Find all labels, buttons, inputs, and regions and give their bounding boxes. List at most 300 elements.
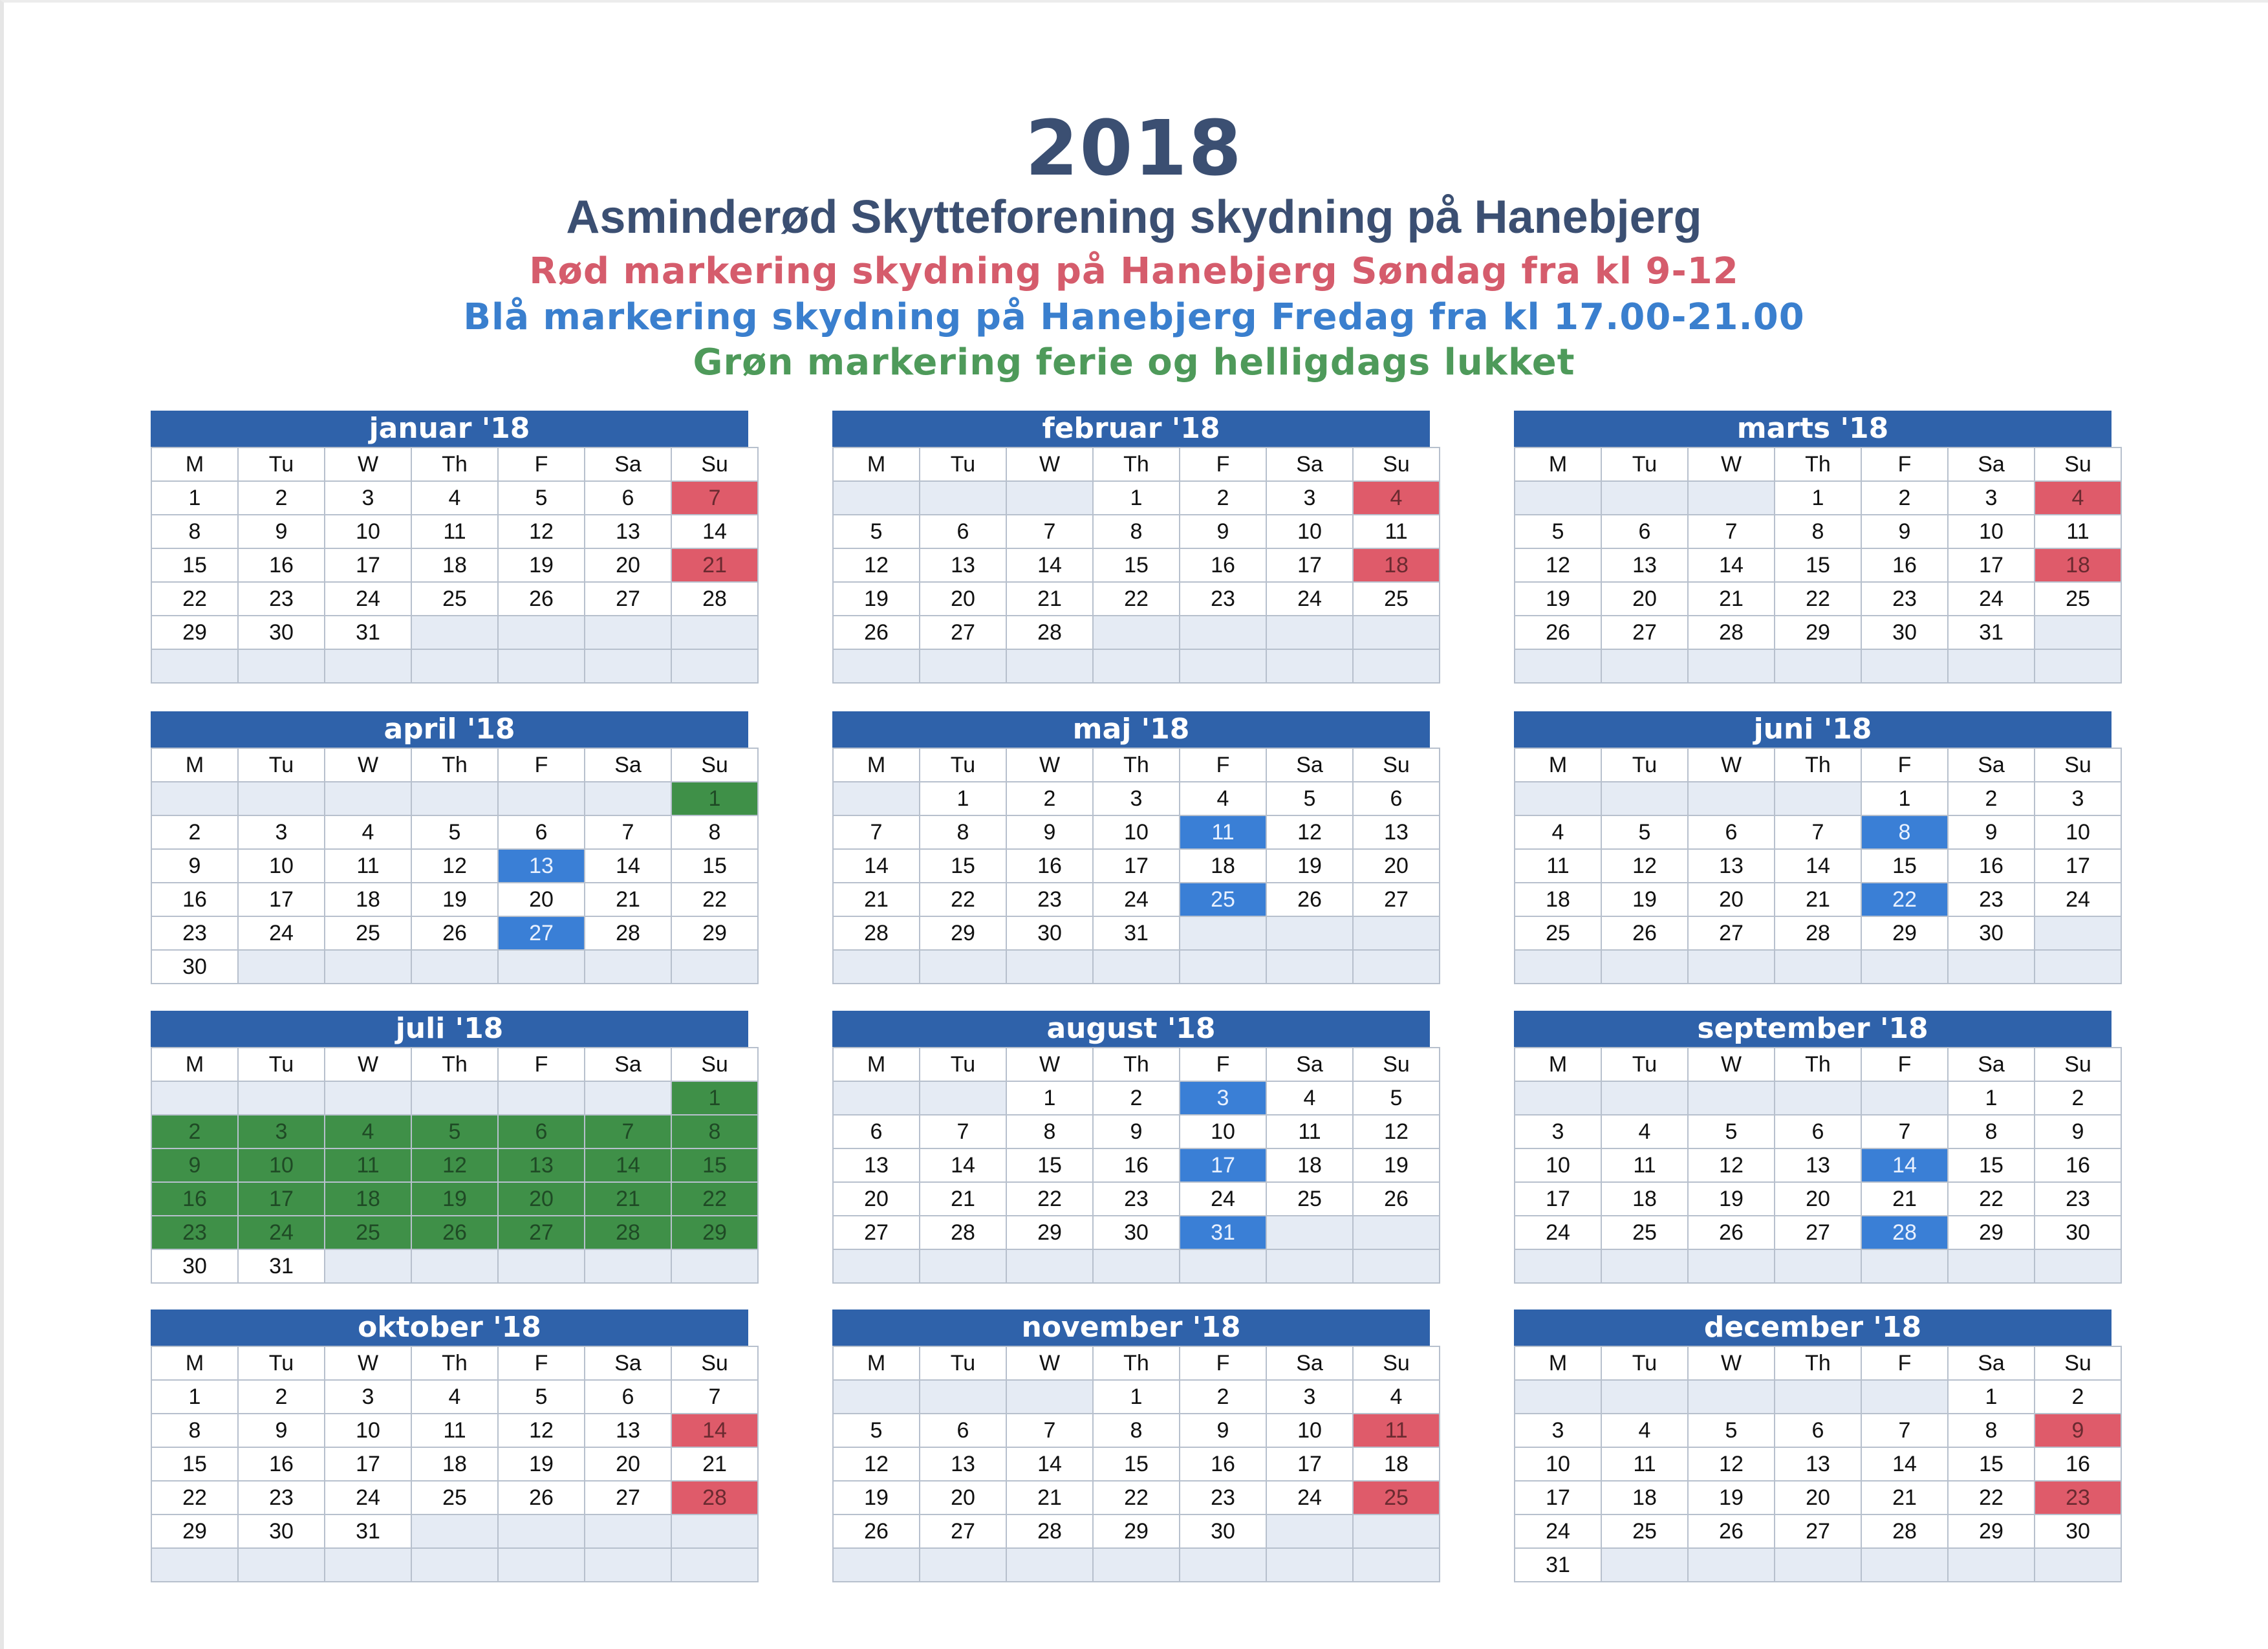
day-cell: 14	[1861, 1148, 1948, 1182]
day-cell: 26	[498, 582, 585, 616]
weekday-header: W	[1006, 1048, 1093, 1081]
week-row	[833, 1216, 1440, 1249]
day-cell: 16	[1948, 849, 2035, 883]
week-row	[1515, 1081, 2121, 1115]
empty-cell	[151, 1548, 238, 1582]
weekday-header: W	[325, 1048, 411, 1081]
day-cell: 13	[1775, 1148, 1861, 1182]
day-cell: 20	[833, 1182, 920, 1216]
empty-cell	[1006, 481, 1093, 515]
empty-cell	[1775, 782, 1861, 815]
day-cell: 12	[1688, 1148, 1775, 1182]
day-cell: 26	[1688, 1216, 1775, 1249]
week-row	[1515, 616, 2121, 649]
day-cell: 15	[1861, 849, 1948, 883]
weekday-header: Sa	[1266, 748, 1353, 782]
empty-cell	[833, 649, 920, 683]
day-cell: 14	[920, 1148, 1006, 1182]
day-cell: 19	[411, 1182, 498, 1216]
day-cell: 30	[238, 616, 325, 649]
day-cell: 2	[1180, 481, 1266, 515]
week-row	[151, 849, 758, 883]
day-cell: 29	[151, 1514, 238, 1548]
weekday-header: M	[1515, 1048, 1601, 1081]
day-cell: 27	[585, 1481, 671, 1514]
weekday-header: M	[1515, 748, 1601, 782]
empty-cell	[498, 1081, 585, 1115]
day-cell: 5	[498, 481, 585, 515]
weekday-header: Tu	[920, 1346, 1006, 1380]
weekday-header: Su	[2035, 748, 2121, 782]
day-cell: 1	[1006, 1081, 1093, 1115]
empty-cell	[920, 1548, 1006, 1582]
week-row	[151, 1081, 758, 1115]
day-cell: 12	[411, 849, 498, 883]
month-table	[1514, 1047, 2122, 1284]
day-cell: 7	[920, 1115, 1006, 1148]
weekday-header: Th	[411, 1346, 498, 1380]
day-cell: 18	[1353, 548, 1440, 582]
week-row	[1515, 1548, 2121, 1582]
legend-green: Grøn markering ferie og helligdags lukket	[693, 341, 1575, 383]
empty-cell	[1601, 1249, 1688, 1283]
empty-cell	[1775, 1081, 1861, 1115]
day-cell: 30	[1861, 616, 1948, 649]
week-row	[833, 1115, 1440, 1148]
day-cell: 28	[671, 582, 758, 616]
empty-cell	[1353, 1249, 1440, 1283]
day-cell: 17	[325, 1447, 411, 1481]
month-calendar	[832, 1310, 1430, 1582]
weekday-header: Th	[1775, 447, 1861, 481]
day-cell: 27	[585, 582, 671, 616]
day-cell: 28	[1861, 1216, 1948, 1249]
day-cell: 13	[585, 515, 671, 548]
day-cell: 5	[1266, 782, 1353, 815]
day-cell: 10	[1093, 815, 1180, 849]
day-cell: 8	[1093, 1414, 1180, 1447]
empty-cell	[2035, 916, 2121, 950]
day-cell: 28	[920, 1216, 1006, 1249]
empty-cell	[1861, 649, 1948, 683]
day-cell: 26	[1266, 883, 1353, 916]
day-cell: 27	[1601, 616, 1688, 649]
empty-cell	[2035, 950, 2121, 984]
day-cell: 31	[325, 616, 411, 649]
day-cell: 13	[1601, 548, 1688, 582]
weekday-header: F	[1180, 748, 1266, 782]
day-cell: 28	[671, 1481, 758, 1514]
day-cell: 27	[498, 916, 585, 950]
empty-cell	[1353, 916, 1440, 950]
day-cell: 19	[1266, 849, 1353, 883]
day-cell: 5	[1353, 1081, 1440, 1115]
day-cell: 22	[1948, 1481, 2035, 1514]
day-cell: 21	[1861, 1182, 1948, 1216]
day-cell: 3	[1093, 782, 1180, 815]
day-cell: 10	[1180, 1115, 1266, 1148]
day-cell: 29	[1775, 616, 1861, 649]
week-row	[151, 548, 758, 582]
empty-cell	[920, 1380, 1006, 1414]
empty-cell	[238, 782, 325, 815]
day-cell: 8	[1006, 1115, 1093, 1148]
day-cell: 8	[1948, 1115, 2035, 1148]
month-title: april '18	[151, 711, 748, 748]
day-cell: 26	[1688, 1514, 1775, 1548]
day-cell: 30	[2035, 1216, 2121, 1249]
week-row	[833, 815, 1440, 849]
day-cell: 25	[1353, 1481, 1440, 1514]
week-row	[151, 782, 758, 815]
empty-cell	[1688, 1380, 1775, 1414]
weekday-header: Sa	[1266, 447, 1353, 481]
day-cell: 2	[1093, 1081, 1180, 1115]
day-cell: 21	[1006, 1481, 1093, 1514]
day-cell: 23	[1180, 582, 1266, 616]
empty-cell	[1948, 1249, 2035, 1283]
day-cell: 29	[151, 616, 238, 649]
empty-cell	[585, 649, 671, 683]
empty-cell	[585, 782, 671, 815]
week-row	[833, 481, 1440, 515]
weekday-header: Tu	[920, 748, 1006, 782]
weekday-header: F	[1861, 1048, 1948, 1081]
month-table	[1514, 1346, 2122, 1582]
day-cell: 7	[671, 1380, 758, 1414]
empty-cell	[920, 481, 1006, 515]
day-cell: 17	[1515, 1182, 1601, 1216]
day-cell: 7	[585, 815, 671, 849]
empty-cell	[1861, 1081, 1948, 1115]
day-cell: 10	[238, 1148, 325, 1182]
day-cell: 9	[1948, 815, 2035, 849]
empty-cell	[833, 1380, 920, 1414]
day-cell: 30	[2035, 1514, 2121, 1548]
week-row	[151, 616, 758, 649]
day-cell: 1	[151, 1380, 238, 1414]
week-row	[151, 582, 758, 616]
day-cell: 1	[1861, 782, 1948, 815]
day-cell: 30	[238, 1514, 325, 1548]
weekday-header: M	[833, 447, 920, 481]
day-cell: 4	[1180, 782, 1266, 815]
day-cell: 7	[1861, 1115, 1948, 1148]
day-cell: 15	[1775, 548, 1861, 582]
weekday-header: W	[1006, 1346, 1093, 1380]
weekday-header: W	[1688, 748, 1775, 782]
month-table	[832, 447, 1440, 684]
month-title: december '18	[1514, 1310, 2111, 1346]
day-cell: 9	[151, 849, 238, 883]
week-row	[833, 1514, 1440, 1548]
day-cell: 18	[1353, 1447, 1440, 1481]
day-cell: 31	[1948, 616, 2035, 649]
day-cell: 10	[325, 515, 411, 548]
day-cell: 6	[1601, 515, 1688, 548]
day-cell: 10	[2035, 815, 2121, 849]
day-cell: 22	[151, 1481, 238, 1514]
day-cell: 26	[411, 1216, 498, 1249]
empty-cell	[498, 649, 585, 683]
year-title: 2018	[1025, 103, 1243, 193]
weekday-header: Tu	[920, 1048, 1006, 1081]
weekday-header: F	[1861, 748, 1948, 782]
day-cell: 14	[1775, 849, 1861, 883]
week-row	[151, 1148, 758, 1182]
day-cell: 17	[325, 548, 411, 582]
day-cell: 10	[1266, 1414, 1353, 1447]
day-cell: 19	[1515, 582, 1601, 616]
weekday-header: Tu	[1601, 1346, 1688, 1380]
day-cell: 1	[1948, 1380, 2035, 1414]
day-cell: 30	[1180, 1514, 1266, 1548]
day-cell: 12	[1353, 1115, 1440, 1148]
day-cell: 5	[1688, 1115, 1775, 1148]
day-cell: 9	[2035, 1414, 2121, 1447]
weekday-header: Su	[1353, 1346, 1440, 1380]
empty-cell	[1688, 950, 1775, 984]
day-cell: 19	[833, 1481, 920, 1514]
empty-cell	[1601, 1081, 1688, 1115]
day-cell: 22	[1775, 582, 1861, 616]
empty-cell	[1688, 649, 1775, 683]
week-row	[151, 515, 758, 548]
week-row	[1515, 548, 2121, 582]
week-row	[1515, 582, 2121, 616]
day-cell: 6	[1775, 1115, 1861, 1148]
day-cell: 14	[1006, 548, 1093, 582]
empty-cell	[833, 1081, 920, 1115]
day-cell: 5	[1601, 815, 1688, 849]
day-cell: 6	[498, 815, 585, 849]
day-cell: 2	[151, 1115, 238, 1148]
day-cell: 18	[1266, 1148, 1353, 1182]
day-cell: 21	[833, 883, 920, 916]
day-cell: 22	[671, 1182, 758, 1216]
day-cell: 6	[1775, 1414, 1861, 1447]
day-cell: 23	[2035, 1481, 2121, 1514]
weekday-header: F	[1861, 1346, 1948, 1380]
empty-cell	[2035, 649, 2121, 683]
weekday-header: Tu	[238, 748, 325, 782]
week-row	[1515, 849, 2121, 883]
week-row	[1515, 950, 2121, 984]
day-cell: 15	[1948, 1148, 2035, 1182]
day-cell: 27	[1688, 916, 1775, 950]
week-row	[1515, 1380, 2121, 1414]
day-cell: 27	[833, 1216, 920, 1249]
day-cell: 16	[151, 883, 238, 916]
day-cell: 23	[238, 582, 325, 616]
empty-cell	[151, 649, 238, 683]
weekday-header: W	[1688, 1048, 1775, 1081]
empty-cell	[1093, 649, 1180, 683]
empty-cell	[1353, 1548, 1440, 1582]
day-cell: 15	[671, 849, 758, 883]
day-cell: 5	[1688, 1414, 1775, 1447]
day-cell: 1	[151, 481, 238, 515]
empty-cell	[498, 1548, 585, 1582]
weekday-header: Sa	[585, 1048, 671, 1081]
day-cell: 12	[498, 515, 585, 548]
day-cell: 16	[1006, 849, 1093, 883]
week-row	[1515, 883, 2121, 916]
empty-cell	[411, 1081, 498, 1115]
weekday-header: Th	[1093, 1346, 1180, 1380]
day-cell: 13	[920, 1447, 1006, 1481]
day-cell: 12	[1601, 849, 1688, 883]
day-cell: 8	[151, 515, 238, 548]
empty-cell	[1775, 1249, 1861, 1283]
weekday-header: Su	[2035, 1048, 2121, 1081]
empty-cell	[325, 1548, 411, 1582]
empty-cell	[1601, 649, 1688, 683]
day-cell: 19	[498, 548, 585, 582]
day-cell: 2	[238, 481, 325, 515]
day-cell: 14	[671, 1414, 758, 1447]
weekday-header: Th	[1775, 1048, 1861, 1081]
day-cell: 9	[1861, 515, 1948, 548]
empty-cell	[671, 649, 758, 683]
day-cell: 16	[1180, 1447, 1266, 1481]
week-row	[1515, 782, 2121, 815]
empty-cell	[1601, 950, 1688, 984]
day-cell: 21	[585, 883, 671, 916]
empty-cell	[1515, 481, 1601, 515]
day-cell: 9	[1093, 1115, 1180, 1148]
weekday-header: Sa	[1948, 1048, 2035, 1081]
day-cell: 26	[1353, 1182, 1440, 1216]
day-cell: 4	[1266, 1081, 1353, 1115]
day-cell: 16	[238, 1447, 325, 1481]
empty-cell	[411, 1514, 498, 1548]
month-title: august '18	[832, 1011, 1430, 1047]
day-cell: 26	[833, 616, 920, 649]
weekday-header: F	[498, 1346, 585, 1380]
month-table	[151, 748, 759, 984]
month-calendar	[151, 1011, 748, 1284]
day-cell: 18	[411, 1447, 498, 1481]
week-row	[833, 1182, 1440, 1216]
day-cell: 5	[833, 515, 920, 548]
day-cell: 13	[498, 849, 585, 883]
day-cell: 22	[671, 883, 758, 916]
empty-cell	[1948, 1548, 2035, 1582]
empty-cell	[1006, 1548, 1093, 1582]
day-cell: 28	[1688, 616, 1775, 649]
day-cell: 10	[1515, 1148, 1601, 1182]
day-cell: 6	[920, 1414, 1006, 1447]
empty-cell	[585, 1514, 671, 1548]
week-row	[833, 916, 1440, 950]
month-calendar	[1514, 411, 2111, 684]
day-cell: 15	[920, 849, 1006, 883]
day-cell: 4	[1353, 481, 1440, 515]
empty-cell	[585, 1081, 671, 1115]
day-cell: 24	[2035, 883, 2121, 916]
month-title: oktober '18	[151, 1310, 748, 1346]
month-table	[1514, 748, 2122, 984]
day-cell: 1	[1093, 481, 1180, 515]
empty-cell	[1093, 1548, 1180, 1582]
empty-cell	[411, 649, 498, 683]
day-cell: 21	[1775, 883, 1861, 916]
day-cell: 15	[671, 1148, 758, 1182]
day-cell: 24	[1948, 582, 2035, 616]
day-cell: 27	[1775, 1514, 1861, 1548]
club-title: Asminderød Skytteforening skydning på Hanebjerg	[566, 191, 1702, 243]
empty-cell	[238, 649, 325, 683]
day-cell: 20	[1353, 849, 1440, 883]
weekday-header: Th	[1093, 748, 1180, 782]
month-title: februar '18	[832, 411, 1430, 447]
day-cell: 25	[325, 1216, 411, 1249]
week-row	[151, 1548, 758, 1582]
week-row	[1515, 1481, 2121, 1514]
day-cell: 2	[1861, 481, 1948, 515]
day-cell: 23	[1006, 883, 1093, 916]
day-cell: 20	[1601, 582, 1688, 616]
day-cell: 17	[1266, 548, 1353, 582]
empty-cell	[1948, 950, 2035, 984]
week-row	[1515, 515, 2121, 548]
day-cell: 4	[2035, 481, 2121, 515]
day-cell: 31	[1180, 1216, 1266, 1249]
day-cell: 23	[1093, 1182, 1180, 1216]
empty-cell	[1601, 481, 1688, 515]
day-cell: 1	[671, 782, 758, 815]
day-cell: 5	[411, 1115, 498, 1148]
weekday-header: M	[1515, 447, 1601, 481]
day-cell: 31	[238, 1249, 325, 1283]
empty-cell	[1266, 1548, 1353, 1582]
week-row	[1515, 1414, 2121, 1447]
day-cell: 15	[1093, 548, 1180, 582]
day-cell: 23	[2035, 1182, 2121, 1216]
day-cell: 19	[411, 883, 498, 916]
weekday-header: Tu	[1601, 748, 1688, 782]
day-cell: 13	[1775, 1447, 1861, 1481]
empty-cell	[325, 950, 411, 984]
day-cell: 29	[671, 916, 758, 950]
day-cell: 4	[411, 1380, 498, 1414]
weekday-header: Th	[411, 748, 498, 782]
weekday-header: Sa	[1266, 1048, 1353, 1081]
day-cell: 23	[151, 916, 238, 950]
day-cell: 11	[1601, 1447, 1688, 1481]
day-cell: 30	[151, 950, 238, 984]
day-cell: 16	[151, 1182, 238, 1216]
week-row	[151, 815, 758, 849]
day-cell: 1	[671, 1081, 758, 1115]
day-cell: 7	[1006, 515, 1093, 548]
day-cell: 19	[498, 1447, 585, 1481]
day-cell: 12	[498, 1414, 585, 1447]
day-cell: 20	[498, 1182, 585, 1216]
month-table	[832, 1346, 1440, 1582]
week-row	[833, 616, 1440, 649]
empty-cell	[671, 1249, 758, 1283]
empty-cell	[833, 1548, 920, 1582]
day-cell: 24	[238, 916, 325, 950]
day-cell: 11	[411, 1414, 498, 1447]
empty-cell	[1948, 649, 2035, 683]
day-cell: 26	[498, 1481, 585, 1514]
day-cell: 8	[920, 815, 1006, 849]
empty-cell	[1266, 1514, 1353, 1548]
weekday-header: W	[1688, 1346, 1775, 1380]
